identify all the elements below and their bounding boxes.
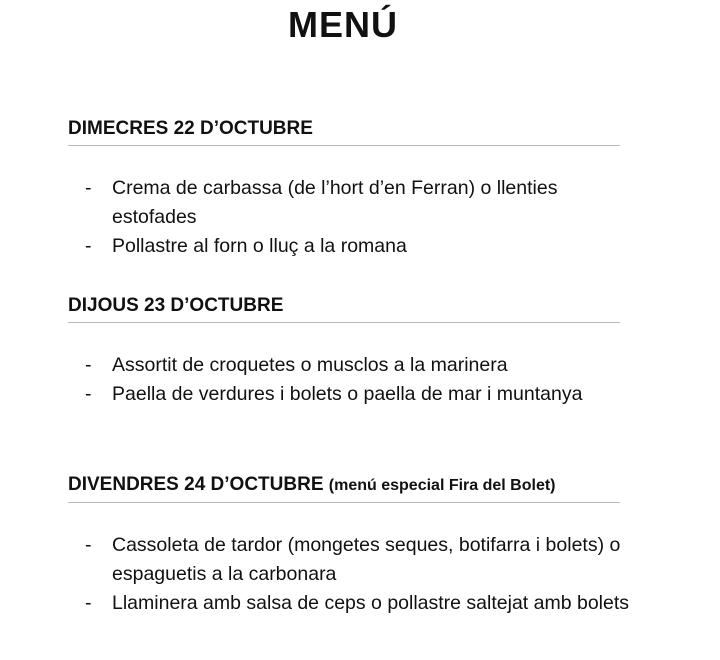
day-heading-text: DIVENDRES 24 D’OCTUBRE <box>68 474 324 495</box>
page-title: MENÚ <box>288 4 398 45</box>
day-section-wednesday <box>68 116 620 261</box>
bullet-dash: - <box>85 534 92 556</box>
dish-list <box>68 531 630 618</box>
day-heading-text: DIJOUS 23 D’OCTUBRE <box>68 295 284 316</box>
day-heading-text: DIMECRES 22 D’OCTUBRE <box>68 118 313 139</box>
day-heading-note: (menú especial Fira del Bolet) <box>328 477 556 494</box>
dish-text: Paella de verdures i bolets o paella de mar i muntanya <box>112 383 583 405</box>
bullet-dash: - <box>85 383 92 405</box>
dish-list <box>68 351 620 409</box>
day-heading <box>68 293 620 323</box>
dish-text: Cassoleta de tardor (mongetes seques, botifarra i bolets) o espaguetis a la carbonara <box>112 534 621 585</box>
list-item <box>68 351 632 380</box>
dish-text: Pollastre al forn o lluç a la romana <box>112 235 407 257</box>
day-heading <box>68 472 620 503</box>
list-item <box>68 174 632 232</box>
bullet-dash: - <box>85 592 92 614</box>
day-heading <box>68 116 620 146</box>
dish-text: Llaminera amb salsa de ceps o pollastre saltejat amb bolets <box>112 592 630 614</box>
dish-list <box>68 174 620 261</box>
list-item <box>68 232 632 261</box>
day-section-friday <box>68 472 630 618</box>
list-item <box>68 531 632 589</box>
bullet-dash: - <box>85 177 92 199</box>
bullet-dash: - <box>85 354 92 376</box>
dish-text: Assortit de croquetes o musclos a la marinera <box>112 354 508 376</box>
dish-text: Crema de carbassa (de l’hort d’en Ferran) o llenties estofades <box>112 177 558 228</box>
bullet-dash: - <box>85 235 92 257</box>
list-item <box>68 589 632 618</box>
day-section-thursday <box>68 293 620 409</box>
list-item <box>68 380 632 409</box>
